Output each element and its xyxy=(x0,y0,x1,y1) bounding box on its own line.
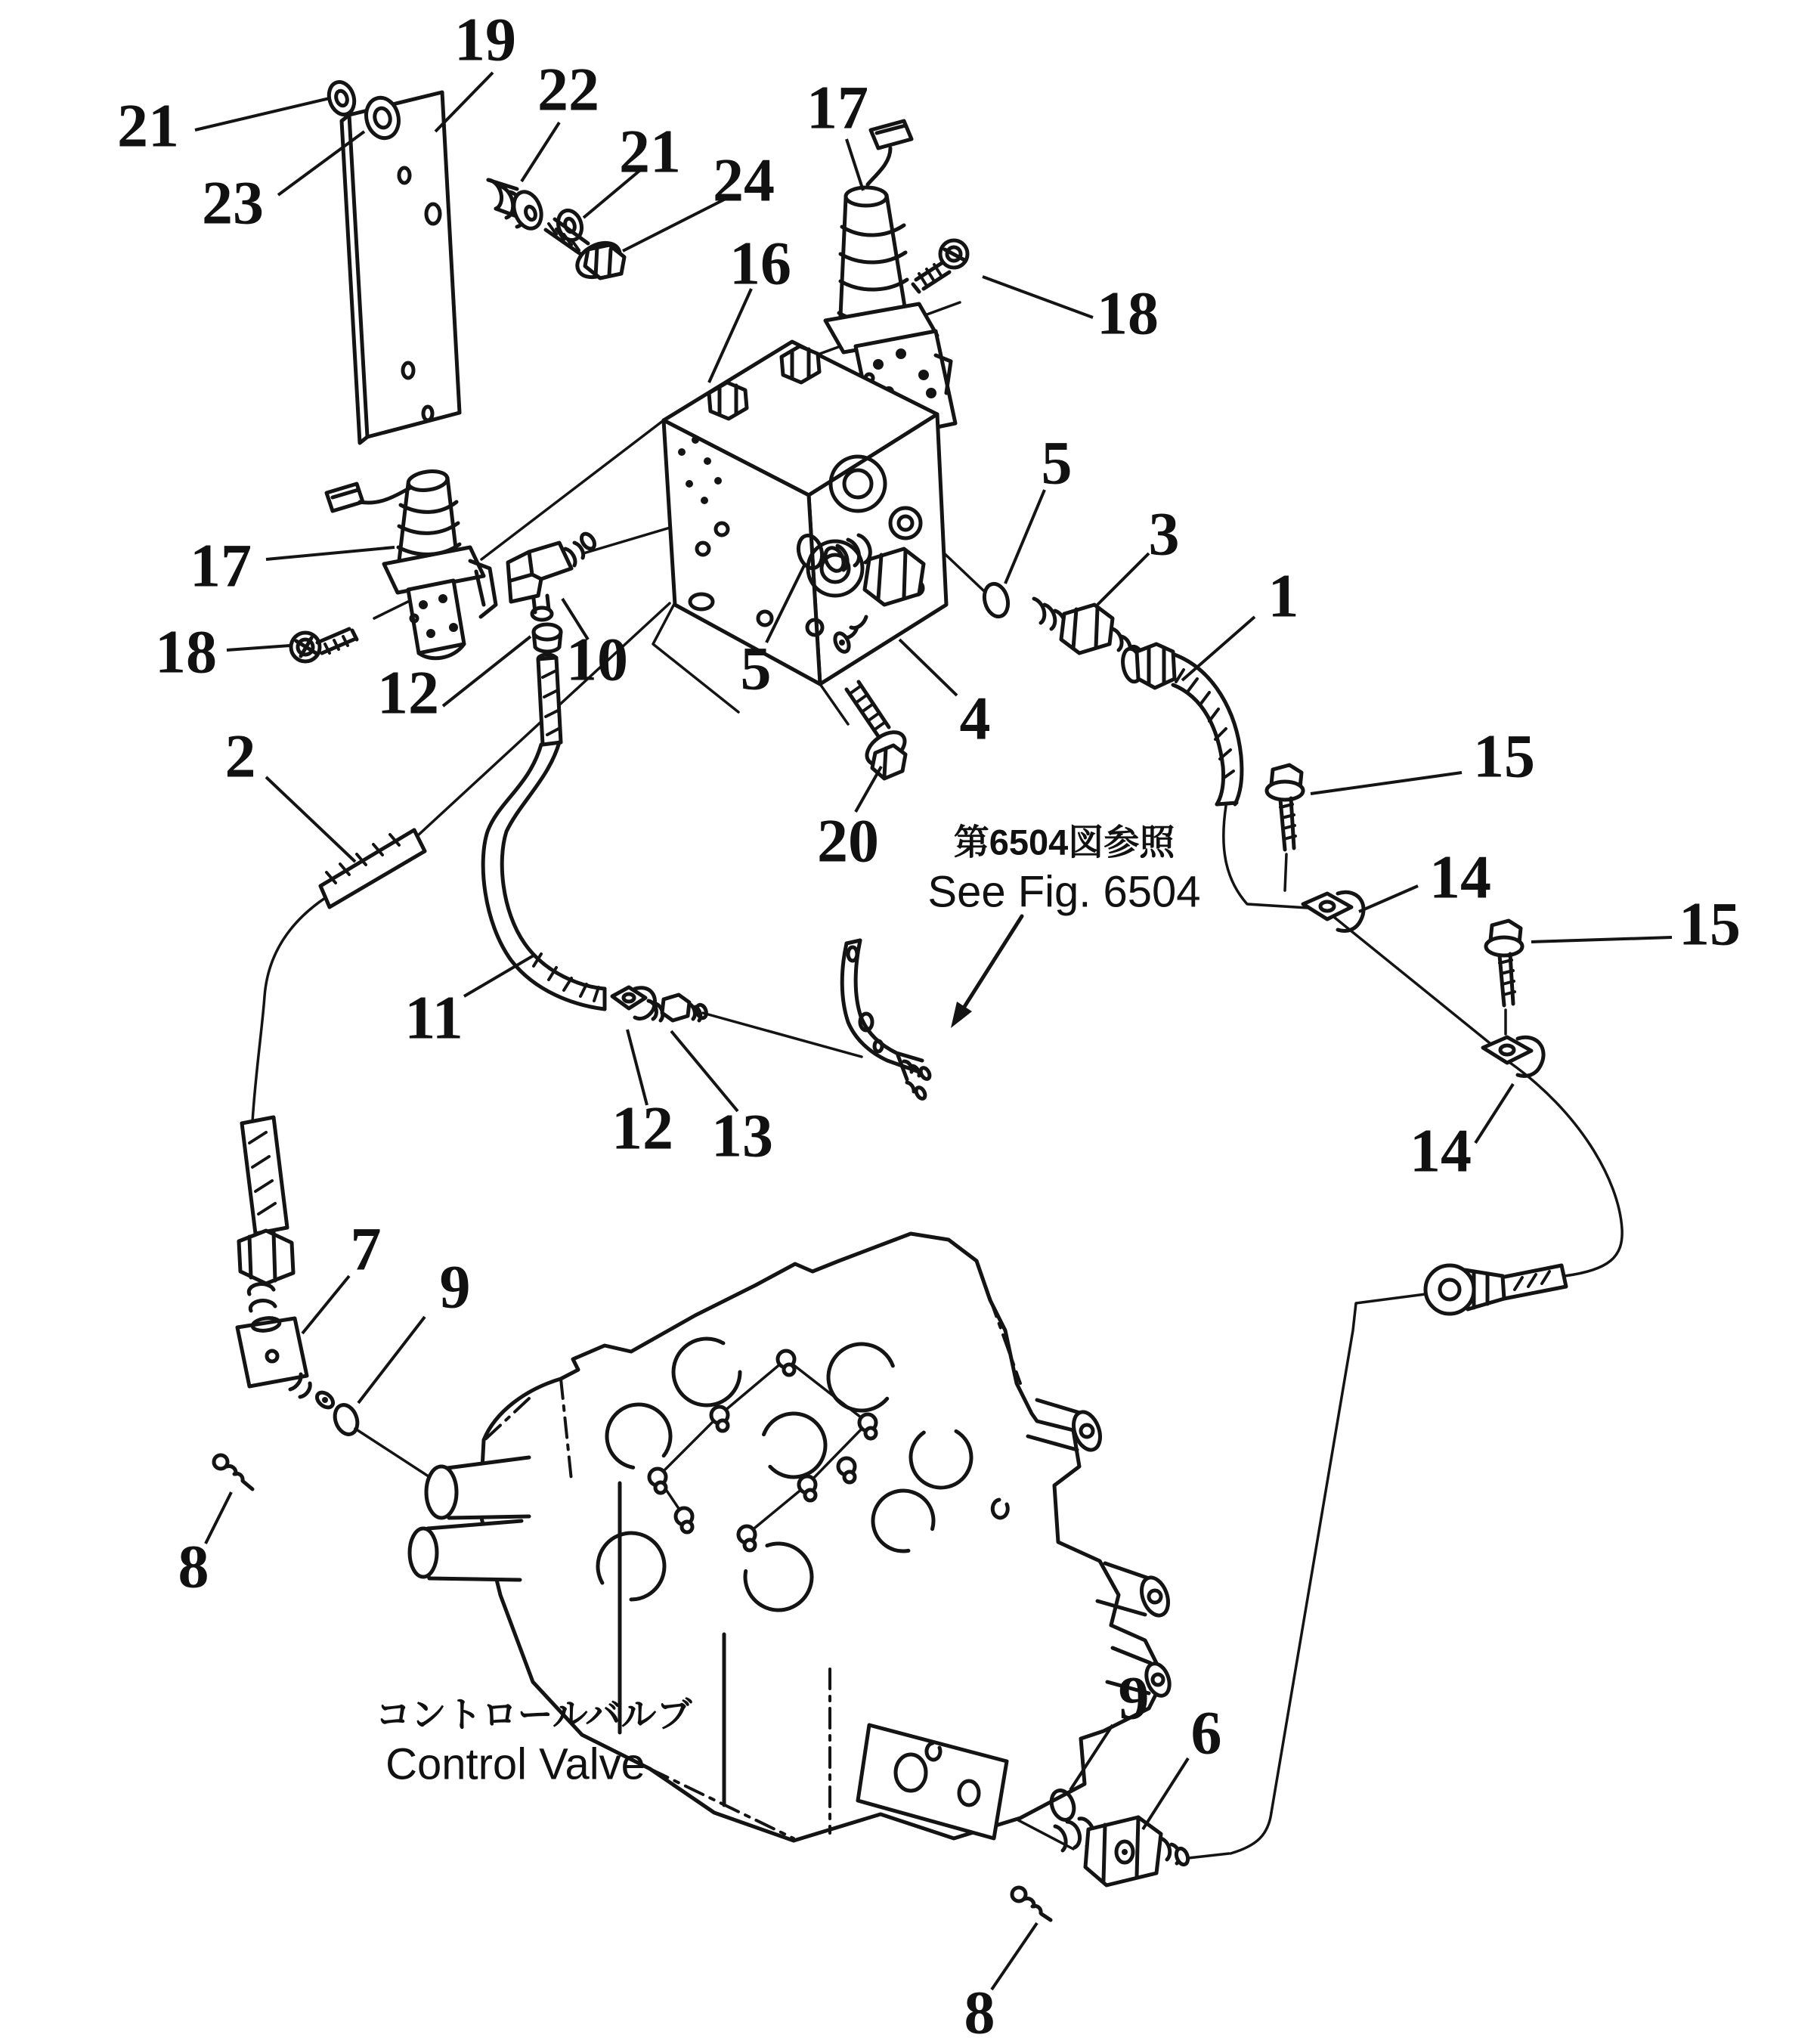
elbow-fitting-6 xyxy=(1055,1817,1229,1885)
callout-number-10: 10 xyxy=(566,624,628,694)
leader-line-14 xyxy=(1359,886,1418,912)
leader-line-20 xyxy=(856,766,881,812)
bracket-see-fig-6504 xyxy=(842,940,931,1100)
control-valve-caption-en: Control Valve xyxy=(385,1739,645,1789)
callout-number-17: 17 xyxy=(190,531,252,600)
callout-number-11: 11 xyxy=(404,983,463,1052)
leader-line-14 xyxy=(1475,1084,1513,1143)
bolt-15-lower xyxy=(1486,921,1522,1034)
o-ring-5-right xyxy=(981,581,1011,619)
bolt-20 xyxy=(847,682,911,779)
leader-line-15 xyxy=(1531,937,1672,942)
leader-line-15 xyxy=(1311,773,1462,794)
leader-line-3 xyxy=(1097,553,1149,605)
see-fig-caption-en: See Fig. 6504 xyxy=(927,867,1201,917)
callout-number-1: 1 xyxy=(1268,561,1299,630)
tube-2-lower xyxy=(239,1117,293,1284)
callout-number-24: 24 xyxy=(713,145,775,215)
plug-22 xyxy=(488,180,546,232)
callout-number-14: 14 xyxy=(1410,1116,1472,1185)
callout-number-2: 2 xyxy=(224,721,256,791)
screw-18-top xyxy=(913,240,967,292)
control-valve-caption-jp: コントロールバルブ xyxy=(375,1694,692,1735)
elbow-fitting-7 xyxy=(237,1284,336,1411)
leader-line-4 xyxy=(899,640,957,695)
o-ring-9-left xyxy=(331,1401,361,1437)
callout-number-23: 23 xyxy=(202,168,264,237)
leader-line-1 xyxy=(1182,617,1255,680)
bolt-24 xyxy=(546,219,626,284)
clamp-14-upper xyxy=(1303,892,1364,931)
callout-number-6: 6 xyxy=(1190,1698,1222,1767)
leader-line-24 xyxy=(623,198,727,251)
grease-fitting-8-right xyxy=(1012,1888,1051,1920)
leader-line-9 xyxy=(358,1317,425,1403)
callout-number-9: 9 xyxy=(439,1252,471,1321)
hose-2 xyxy=(252,830,425,1122)
callout-number-13: 13 xyxy=(711,1101,773,1170)
leader-line-22 xyxy=(522,122,559,181)
clamp-12-lower xyxy=(612,987,655,1019)
callout-number-3: 3 xyxy=(1148,499,1180,568)
callout-number-8: 8 xyxy=(178,1531,209,1601)
callout-number-12: 12 xyxy=(611,1093,673,1163)
callout-number-4: 4 xyxy=(959,683,991,753)
callout-number-19: 19 xyxy=(454,5,516,74)
leader-line-13 xyxy=(671,1031,738,1111)
callout-number-14: 14 xyxy=(1429,842,1491,912)
callout-number-21: 21 xyxy=(117,91,179,160)
bolt-15-upper xyxy=(1267,765,1303,890)
callout-number-17: 17 xyxy=(806,73,868,142)
leader-line-17 xyxy=(847,139,863,190)
leader-line-18 xyxy=(227,646,290,650)
callout-number-8: 8 xyxy=(964,1977,995,2044)
clamp-14-lower xyxy=(1483,1037,1543,1076)
cap-12-upper xyxy=(534,624,561,652)
nipple-13 xyxy=(648,995,708,1020)
leader-line-8 xyxy=(206,1492,231,1544)
callout-number-5: 5 xyxy=(740,633,772,703)
callout-number-18: 18 xyxy=(155,617,217,686)
hose-1 xyxy=(1120,644,1622,1276)
callout-number-12: 12 xyxy=(377,658,439,727)
callout-number-16: 16 xyxy=(729,228,791,298)
callout-number-9: 9 xyxy=(1118,1663,1150,1733)
leader-line-2 xyxy=(266,777,355,862)
callout-number-20: 20 xyxy=(817,806,879,875)
leader-line-8 xyxy=(992,1923,1037,1990)
see-fig-arrow xyxy=(951,916,1022,1028)
callout-number-5: 5 xyxy=(1041,428,1073,497)
leader-line-5 xyxy=(1005,490,1045,584)
leader-line-21 xyxy=(195,98,330,130)
callout-number-21: 21 xyxy=(619,116,681,186)
elbow-fitting-10 xyxy=(508,531,597,620)
see-fig-caption-jp: 第6504図参照 xyxy=(953,822,1175,863)
leader-line-18 xyxy=(983,277,1093,317)
pipe-end-fitting xyxy=(1230,1265,1566,1854)
callout-number-22: 22 xyxy=(537,54,599,124)
callout-number-15: 15 xyxy=(1473,721,1535,791)
hose-11 xyxy=(483,655,605,1009)
callout-number-15: 15 xyxy=(1679,889,1741,959)
grease-fitting-8-left xyxy=(214,1455,252,1489)
leader-line-7 xyxy=(302,1276,349,1333)
mounting-plate xyxy=(342,92,460,443)
callout-number-18: 18 xyxy=(1097,278,1159,348)
leader-line-17 xyxy=(266,547,395,559)
screw-18-left xyxy=(291,629,357,661)
callout-number-7: 7 xyxy=(350,1214,382,1284)
leader-line-6 xyxy=(1143,1758,1188,1829)
